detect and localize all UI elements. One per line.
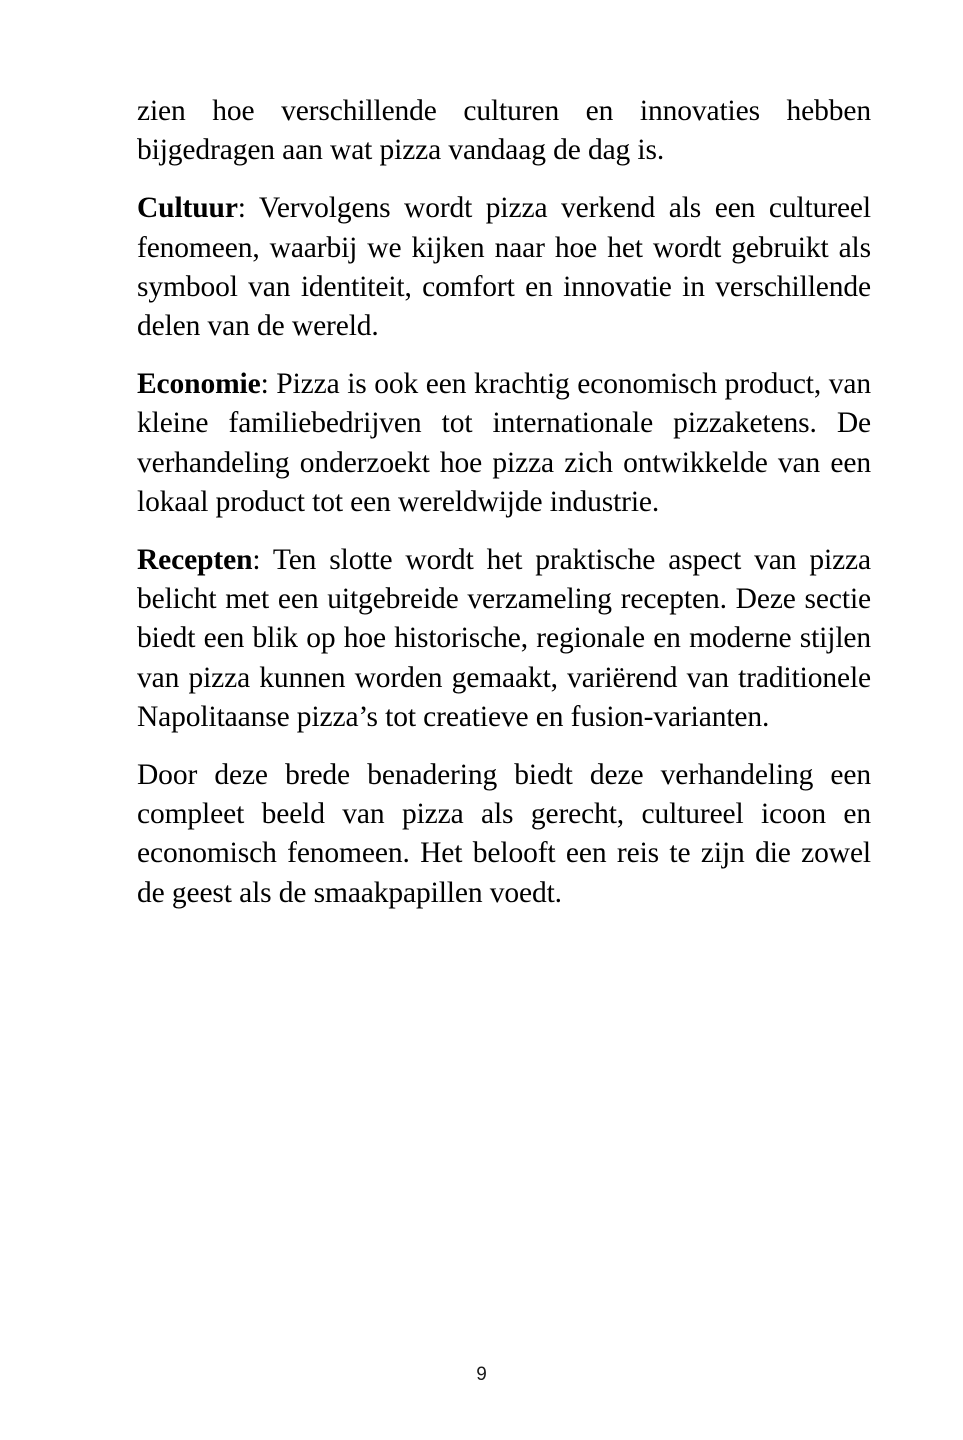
paragraph-body-recepten: : Ten slotte wordt het praktische aspect van pizza belicht met een uitgebreide verzameling recepten. Deze sectie biedt een blik op hoe historische, regionale en moderne stijlen van pizza kunnen worden gemaakt, variërend van traditionele Napolitaanse pizza’s tot creatieve en fusion-varianten.	[137, 544, 871, 733]
paragraph-recepten	[137, 541, 871, 737]
paragraph-lead-label-recepten: Recepten	[137, 544, 253, 577]
paragraph-body-conclusie: Door deze brede benadering biedt deze verhandeling een compleet beeld van pizza als gerecht, cultureel icoon en economisch fenomeen. Het belooft een reis te zijn die zowel de geest als de smaakpapillen voedt.	[137, 759, 871, 909]
page-number: 9	[476, 1364, 487, 1385]
paragraph-body-economie: : Pizza is ook een krachtig economisch product, van kleine familiebedrijven tot internationale pizzaketens. De verhandeling onderzoekt hoe pizza zich ontwikkelde van een lokaal product tot een wereldwijde industrie.	[137, 368, 871, 518]
paragraph-cultuur	[137, 189, 871, 346]
paragraph-conclusie	[137, 756, 871, 913]
paragraph-body-cultuur: : Vervolgens wordt pizza verkend als een cultureel fenomeen, waarbij we kijken naar hoe het wordt gebruikt als symbool van identiteit, comfort en innovatie in verschillende delen van de wereld.	[137, 192, 871, 343]
paragraph-intro-continuation	[137, 92, 871, 170]
paragraph-body: zien hoe verschillende culturen en innovaties hebben bijgedragen aan wat pizza vandaag de dag is.	[137, 95, 871, 167]
paragraph-lead-label-economie: Economie	[137, 368, 261, 401]
paragraph-lead-label-cultuur: Cultuur	[137, 192, 238, 225]
paragraph-economie	[137, 365, 871, 522]
body-text-column	[137, 92, 871, 913]
